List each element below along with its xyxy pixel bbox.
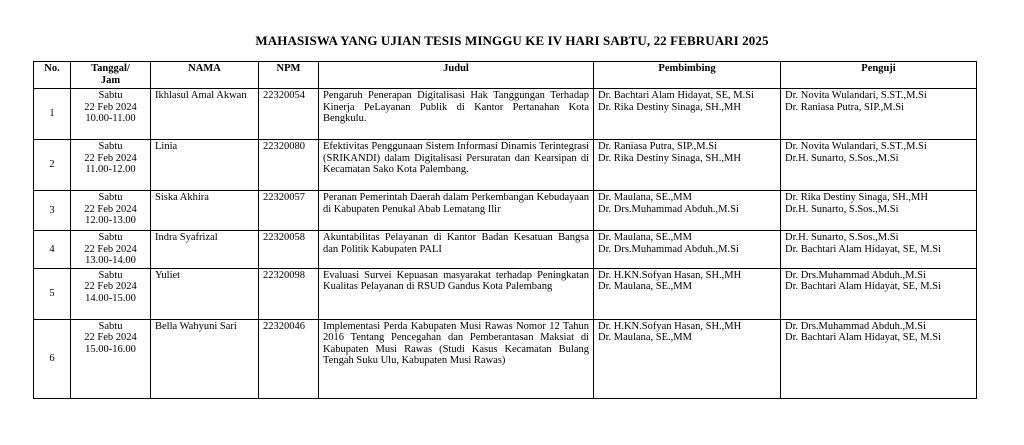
row-pembimbing <box>594 268 781 319</box>
row-time: 14.00-15.00 <box>85 292 136 304</box>
row-time: 15.00-16.00 <box>85 343 136 355</box>
row-judul: Akuntabilitas Pelayanan di Kantor Badan Kesatuan Bangsa dan Politik Kabupaten PALI <box>319 231 594 269</box>
row-nama: Linia <box>151 140 259 191</box>
header-pembimbing: Pembimbing <box>594 62 781 89</box>
pembimbing-2: Dr. Drs.Muhammad Abduh.,M.Si <box>598 243 739 255</box>
row-schedule <box>71 140 151 191</box>
page-title: MAHASISWA YANG UJIAN TESIS MINGGU KE IV HARI SABTU, 22 FEBRUARI 2025 <box>255 33 769 48</box>
row-pembimbing <box>594 140 781 191</box>
penguji-2: Dr. Raniasa Putra, SIP.,M.Si <box>785 101 905 113</box>
row-date: 22 Feb 2024 <box>84 243 137 255</box>
row-pembimbing <box>594 231 781 269</box>
table-row <box>34 191 977 231</box>
table-row <box>34 268 977 319</box>
row-nama: Siska Akhira <box>151 191 259 231</box>
pembimbing-2: Dr. Rika Destiny Sinaga, SH.,MH <box>598 101 741 113</box>
row-time: 11.00-12.00 <box>85 164 136 175</box>
table-row <box>34 140 977 191</box>
pembimbing-1: Dr. Raniasa Putra, SIP.,M.Si <box>598 141 718 152</box>
row-penguji <box>781 319 977 398</box>
row-penguji <box>781 89 977 140</box>
row-penguji <box>781 268 977 319</box>
row-day: Sabtu <box>98 141 123 152</box>
penguji-1: Dr.H. Sunarto, S.Sos.,M.Si <box>785 232 899 243</box>
penguji-2: Dr. Bachtari Alam Hidayat, SE, M.Si <box>785 332 942 343</box>
penguji-1: Dr. Drs.Muhammad Abduh.,M.Si <box>785 320 926 332</box>
row-npm: 22320046 <box>259 319 319 398</box>
row-no: 5 <box>34 268 71 319</box>
penguji-1: Dr. Rika Destiny Sinaga, SH.,MH <box>785 192 928 203</box>
pembimbing-2: Dr. Drs.Muhammad Abduh.,M.Si <box>598 203 739 215</box>
row-schedule <box>71 268 151 319</box>
header-tanggal-line-1: Tanggal/ <box>91 63 130 74</box>
row-nama: Ikhlasul Amal Akwan <box>151 89 259 140</box>
row-date: 22 Feb 2024 <box>84 203 137 215</box>
penguji-2: Dr. Bachtari Alam Hidayat, SE, M.Si <box>785 281 942 292</box>
penguji-2: Dr.H. Sunarto, S.Sos.,M.Si <box>785 203 899 215</box>
header-nama: NAMA <box>151 62 259 89</box>
row-npm: 22320054 <box>259 89 319 140</box>
row-date: 22 Feb 2024 <box>84 152 137 164</box>
pembimbing-1: Dr. Maulana, SE.,MM <box>598 192 692 203</box>
pembimbing-1: Dr. H.KN.Sofyan Hasan, SH.,MH <box>598 269 742 281</box>
row-npm: 22320098 <box>259 268 319 319</box>
row-penguji <box>781 140 977 191</box>
row-penguji <box>781 191 977 231</box>
row-judul: Implementasi Perda Kabupaten Musi Rawas Nomor 12 Tahun 2016 Tentang Pencegahan dan Pemberantasan Maksiat di Kabupaten Musi Rawas (Studi Kasus Kecamatan Bulang Tengah Suku Ulu, Kabupaten Musi Rawas) <box>319 319 594 398</box>
row-npm: 22320058 <box>259 231 319 269</box>
row-no: 3 <box>34 191 71 231</box>
row-schedule <box>71 191 151 231</box>
row-date: 22 Feb 2024 <box>84 332 137 343</box>
row-date: 22 Feb 2024 <box>84 101 137 113</box>
row-nama: Yuliet <box>151 268 259 319</box>
penguji-1: Dr. Novita Wulandari, S.ST.,M.Si <box>785 141 927 152</box>
table-row <box>34 231 977 269</box>
row-judul: Pengaruh Penerapan Digitalisasi Hak Tanggungan Terhadap Kinerja PeLayanan Publik di Kantor Pertanahan Kota Bengkulu. <box>319 89 594 140</box>
header-no: No. <box>34 62 71 89</box>
header-npm: NPM <box>259 62 319 89</box>
penguji-1: Dr. Drs.Muhammad Abduh.,M.Si <box>785 269 926 281</box>
header-judul: Judul <box>319 62 594 89</box>
row-npm: 22320080 <box>259 140 319 191</box>
row-pembimbing <box>594 319 781 398</box>
row-day: Sabtu <box>98 269 123 281</box>
row-nama: Indra Syafrizal <box>151 231 259 269</box>
table-row <box>34 89 977 140</box>
pembimbing-2: Dr. Rika Destiny Sinaga, SH.,MH <box>598 152 741 164</box>
row-day: Sabtu <box>98 232 123 243</box>
header-penguji: Penguji <box>781 62 977 89</box>
row-time: 10.00-11.00 <box>85 113 136 124</box>
row-time: 12.00-13.00 <box>85 215 136 226</box>
row-no: 4 <box>34 231 71 269</box>
row-no: 1 <box>34 89 71 140</box>
row-no: 6 <box>34 319 71 398</box>
row-no: 2 <box>34 140 71 191</box>
row-pembimbing <box>594 89 781 140</box>
exam-schedule-table <box>33 61 977 399</box>
header-tanggal <box>71 62 151 89</box>
row-nama: Bella Wahyuni Sari <box>151 319 259 398</box>
pembimbing-1: Dr. Maulana, SE.,MM <box>598 232 692 243</box>
row-schedule <box>71 231 151 269</box>
penguji-2: Dr.H. Sunarto, S.Sos.,M.Si <box>785 152 899 164</box>
row-schedule <box>71 319 151 398</box>
table-header-row <box>34 62 977 89</box>
pembimbing-1: Dr. Bachtari Alam Hidayat, SE, M.Si <box>598 90 755 101</box>
pembimbing-1: Dr. H.KN.Sofyan Hasan, SH.,MH <box>598 320 742 332</box>
penguji-1: Dr. Novita Wulandari, S.ST.,M.Si <box>785 90 927 101</box>
penguji-2: Dr. Bachtari Alam Hidayat, SE, M.Si <box>785 243 942 255</box>
row-time: 13.00-14.00 <box>85 255 136 266</box>
row-judul: Efektivitas Penggunaan Sistem Informasi Dinamis Terintegrasi (SRIKANDI) dalam Digitalisasi Persuratan dan Kearsipan di Kecamatan Sako Kota Palembang. <box>319 140 594 191</box>
row-pembimbing <box>594 191 781 231</box>
table-row <box>34 319 977 398</box>
row-schedule <box>71 89 151 140</box>
row-day: Sabtu <box>98 320 123 332</box>
row-judul: Evaluasi Survei Kepuasan masyarakat terhadap Peningkatan Kualitas Pelayanan di RSUD Gandus Kota Palembang <box>319 268 594 319</box>
row-day: Sabtu <box>98 90 123 101</box>
row-date: 22 Feb 2024 <box>84 281 137 292</box>
row-penguji <box>781 231 977 269</box>
pembimbing-2: Dr. Maulana, SE.,MM <box>598 332 692 343</box>
row-judul: Peranan Pemerintah Daerah dalam Perkembangan Kebudayaan di Kabupaten Penukal Abab Lematang Ilir <box>319 191 594 231</box>
pembimbing-2: Dr. Maulana, SE.,MM <box>598 281 692 292</box>
row-npm: 22320057 <box>259 191 319 231</box>
row-day: Sabtu <box>98 192 123 203</box>
header-tanggal-line-2: Jam <box>100 74 121 86</box>
